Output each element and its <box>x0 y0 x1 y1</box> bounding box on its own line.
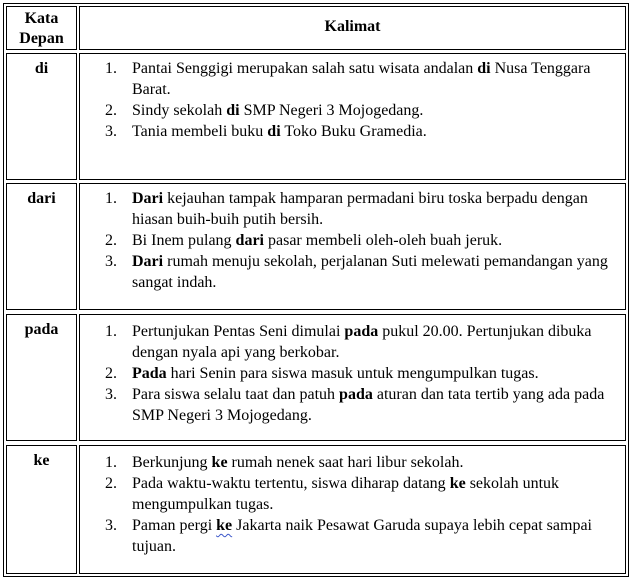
list-item: 3. Tania membeli buku di Toko Buku Gramedia. <box>105 123 427 140</box>
list-item: 2. Pada waktu-waktu tertentu, siswa diharap datang ke sekolah untuk mengumpulkan tugas. <box>105 475 560 513</box>
word-ke: ke <box>6 445 77 574</box>
sentences-di <box>79 53 626 180</box>
preposition-table <box>3 3 629 577</box>
sentences-dari <box>79 183 626 310</box>
sentences-pada <box>79 314 626 441</box>
sentences-ke <box>79 445 626 574</box>
list-item: 2. Pada hari Senin para siswa masuk untuk mengumpulkan tugas. <box>105 365 539 382</box>
list-item: 1. Pantai Senggigi merupakan salah satu wisata andalan di Nusa Tenggara Barat. <box>105 60 591 98</box>
list-item: 2. Bi Inem pulang dari pasar membeli oleh-oleh buah jeruk. <box>105 232 503 249</box>
list-item: 3. Dari rumah menuju sekolah, perjalanan Suti melewati pemandangan yang sangat indah. <box>105 253 608 291</box>
header-kalimat: Kalimat <box>79 6 626 50</box>
list-item: 1. Berkunjung ke rumah nenek saat hari libur sekolah. <box>105 454 464 471</box>
list-item: 1. Dari kejauhan tampak hamparan permadani biru toska berpadu dengan hiasan buih-buih putih bersih. <box>105 190 588 228</box>
header-kata-depan: Kata Depan <box>6 6 77 50</box>
list-item: 3. Paman pergi ke Jakarta naik Pesawat Garuda supaya lebih cepat sampai tujuan. <box>105 517 592 555</box>
list-item: 2. Sindy sekolah di SMP Negeri 3 Mojogedang. <box>105 102 424 119</box>
list-item: 1. Pertunjukan Pentas Seni dimulai pada pukul 20.00. Pertunjukan dibuka dengan nyala api yang berkobar. <box>105 323 592 361</box>
list-item: 3. Para siswa selalu taat dan patuh pada aturan dan tata tertib yang ada pada SMP Negeri 3 Mojogedang. <box>105 386 605 424</box>
word-dari: dari <box>6 183 77 310</box>
word-di: di <box>6 53 77 180</box>
word-pada: pada <box>6 314 77 441</box>
